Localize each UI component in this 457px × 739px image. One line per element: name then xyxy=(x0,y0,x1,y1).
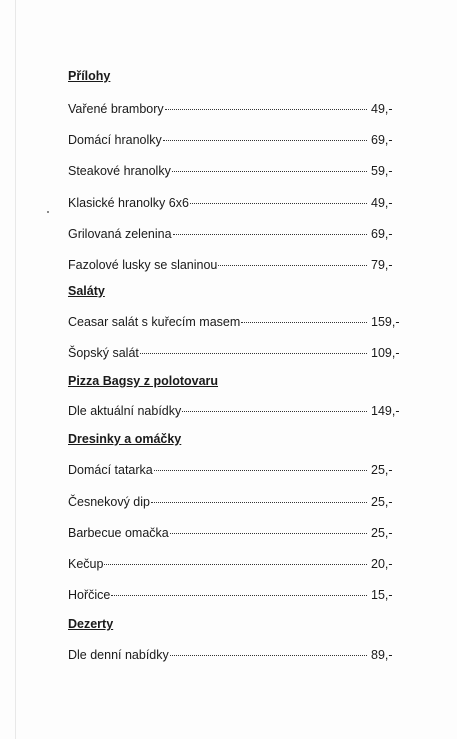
menu-item xyxy=(68,132,403,148)
item-price: 25,- xyxy=(371,463,393,477)
menu-item xyxy=(68,525,403,541)
dot-leader xyxy=(154,470,367,471)
menu-item xyxy=(68,345,403,361)
menu-item xyxy=(68,195,403,211)
menu-item xyxy=(68,494,403,510)
dot-leader xyxy=(218,265,367,266)
dot-leader xyxy=(151,502,367,503)
scan-speck xyxy=(47,211,49,213)
menu-item xyxy=(68,314,403,330)
dot-leader xyxy=(173,234,367,235)
menu-item xyxy=(68,462,403,478)
item-price: 159,- xyxy=(371,315,400,329)
item-price: 25,- xyxy=(371,495,393,509)
menu-item xyxy=(68,403,403,419)
section-title: Saláty xyxy=(68,284,105,298)
menu-item xyxy=(68,101,403,117)
item-name: Šopský salát xyxy=(68,346,139,360)
page-edge-line xyxy=(15,0,16,739)
item-name: Kečup xyxy=(68,557,104,571)
dot-leader xyxy=(111,595,367,596)
item-name: Vařené brambory xyxy=(68,102,164,116)
item-name: Steakové hranolky xyxy=(68,164,171,178)
item-name: Domácí tatarka xyxy=(68,463,153,477)
item-name: Hořčice xyxy=(68,588,111,602)
dot-leader xyxy=(104,564,367,565)
dot-leader xyxy=(163,140,367,141)
menu-item xyxy=(68,257,403,273)
item-price: 69,- xyxy=(371,227,393,241)
section-title: Dresinky a omáčky xyxy=(68,432,182,446)
section-dresinky xyxy=(68,431,403,603)
dot-leader xyxy=(140,353,367,354)
dot-leader xyxy=(170,655,367,656)
section-title: Dezerty xyxy=(68,617,114,631)
item-price: 15,- xyxy=(371,588,393,602)
section-prilohy xyxy=(68,68,403,273)
item-name: Klasické hranolky 6x6 xyxy=(68,196,189,210)
item-price: 149,- xyxy=(371,404,400,418)
item-name: Dle aktuální nabídky xyxy=(68,404,182,418)
menu-item xyxy=(68,587,403,603)
dot-leader xyxy=(190,203,367,204)
item-name: Grilovaná zelenina xyxy=(68,227,172,241)
item-price: 109,- xyxy=(371,346,400,360)
section-title: Pizza Bagsy z polotovaru xyxy=(68,374,219,388)
menu-item xyxy=(68,647,403,663)
item-price: 20,- xyxy=(371,557,393,571)
item-price: 69,- xyxy=(371,133,393,147)
item-price: 25,- xyxy=(371,526,393,540)
dot-leader xyxy=(182,411,367,412)
dot-leader xyxy=(241,322,367,323)
section-pizza xyxy=(68,373,403,419)
dot-leader xyxy=(172,171,367,172)
item-name: Barbecue omačka xyxy=(68,526,169,540)
item-name: Česnekový dip xyxy=(68,495,150,509)
item-name: Domácí hranolky xyxy=(68,133,162,147)
item-name: Dle denní nabídky xyxy=(68,648,169,662)
menu-item xyxy=(68,556,403,572)
menu-item xyxy=(68,226,403,242)
dot-leader xyxy=(165,109,367,110)
menu-item xyxy=(68,163,403,179)
section-salaty xyxy=(68,283,403,361)
item-name: Fazolové lusky se slaninou xyxy=(68,258,218,272)
item-price: 59,- xyxy=(371,164,393,178)
item-price: 89,- xyxy=(371,648,393,662)
menu-list xyxy=(68,62,403,663)
item-price: 49,- xyxy=(371,196,393,210)
dot-leader xyxy=(170,533,367,534)
section-title: Přílohy xyxy=(68,69,111,83)
section-dezerty xyxy=(68,616,403,663)
item-name: Ceasar salát s kuřecím masem xyxy=(68,315,241,329)
item-price: 49,- xyxy=(371,102,393,116)
item-price: 79,- xyxy=(371,258,393,272)
